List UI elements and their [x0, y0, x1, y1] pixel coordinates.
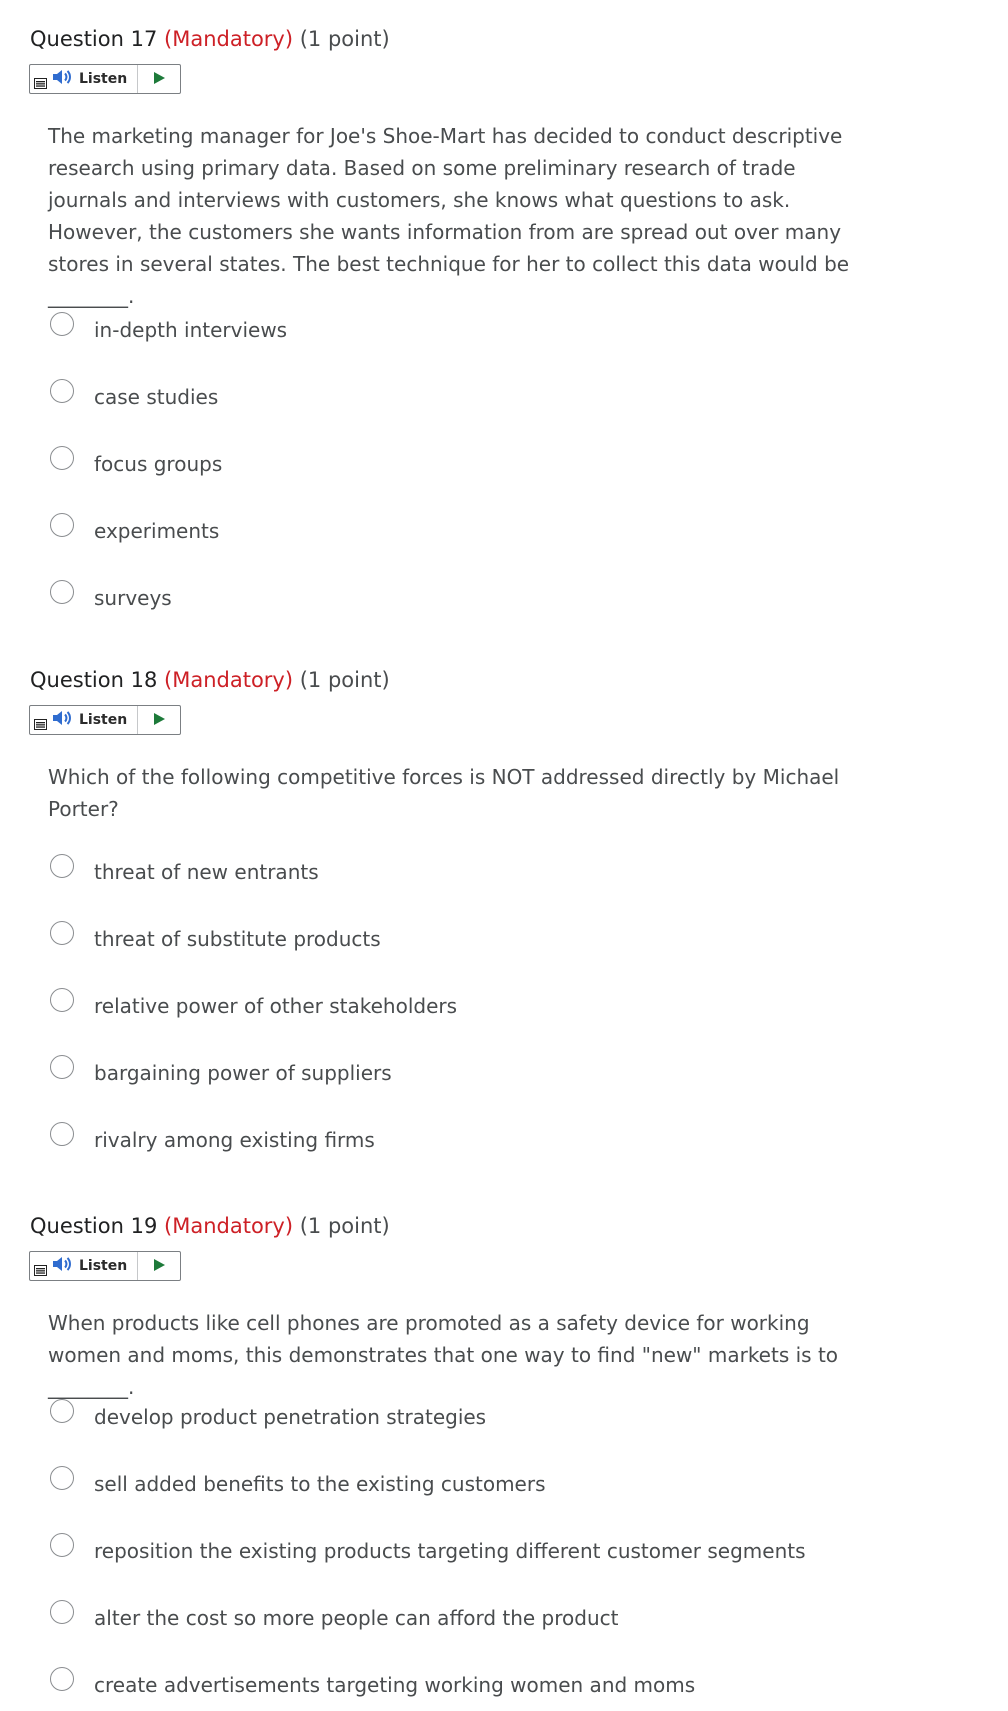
option-label: bargaining power of suppliers	[94, 1061, 392, 1085]
option-item[interactable]	[50, 1125, 375, 1155]
option-label: in-depth interviews	[94, 318, 288, 342]
option-label: develop product penetration strategies	[94, 1405, 487, 1429]
option-item[interactable]	[50, 857, 319, 887]
option-item[interactable]	[50, 924, 381, 954]
radio-button[interactable]	[50, 854, 74, 878]
option-label: case studies	[94, 385, 219, 409]
option-label: focus groups	[94, 452, 223, 476]
option-label: threat of new entrants	[94, 860, 319, 884]
speaker-icon	[52, 69, 74, 89]
listen-button[interactable]	[50, 65, 138, 93]
speaker-icon	[52, 1256, 74, 1276]
option-label: experiments	[94, 519, 220, 543]
radio-button[interactable]	[50, 1122, 74, 1146]
listen-button[interactable]	[50, 706, 138, 734]
radio-button[interactable]	[50, 1466, 74, 1490]
play-icon	[152, 1257, 166, 1276]
play-button[interactable]	[138, 1252, 180, 1280]
menu-icon[interactable]	[30, 706, 50, 734]
option-label: relative power of other stakeholders	[94, 994, 458, 1018]
option-item[interactable]	[50, 315, 287, 345]
option-item[interactable]	[50, 449, 222, 479]
question-header	[30, 1213, 390, 1239]
radio-button[interactable]	[50, 513, 74, 537]
radio-button[interactable]	[50, 1667, 74, 1691]
option-label: surveys	[94, 586, 172, 610]
play-button[interactable]	[138, 706, 180, 734]
points-label: (1 point)	[299, 1214, 390, 1238]
radio-button[interactable]	[50, 1055, 74, 1079]
readspeaker-toolbar	[29, 705, 181, 735]
radio-button[interactable]	[50, 312, 74, 336]
option-label: rivalry among existing firms	[94, 1128, 375, 1152]
option-label: alter the cost so more people can afford the product	[94, 1606, 619, 1630]
radio-button[interactable]	[50, 580, 74, 604]
option-label: sell added benefits to the existing customers	[94, 1472, 546, 1496]
option-item[interactable]	[50, 1670, 695, 1700]
mandatory-label: (Mandatory)	[164, 668, 294, 692]
menu-icon[interactable]	[30, 65, 50, 93]
question-header	[30, 26, 390, 52]
option-label: threat of substitute products	[94, 927, 381, 951]
question-text: Which of the following competitive forces is NOT addressed directly by Michael Porter?	[48, 765, 840, 821]
question-number: Question 17	[30, 27, 158, 51]
listen-label: Listen	[79, 1258, 128, 1274]
readspeaker-toolbar	[29, 1251, 181, 1281]
option-item[interactable]	[50, 1058, 392, 1088]
question-number: Question 18	[30, 668, 158, 692]
play-icon	[152, 711, 166, 730]
option-item[interactable]	[50, 1536, 806, 1566]
option-label: reposition the existing products targeting different customer segments	[94, 1539, 806, 1563]
points-label: (1 point)	[299, 668, 390, 692]
listen-label: Listen	[79, 71, 128, 87]
question-number: Question 19	[30, 1214, 158, 1238]
play-icon	[152, 70, 166, 89]
question-header	[30, 667, 390, 693]
menu-icon[interactable]	[30, 1252, 50, 1280]
option-item[interactable]	[50, 991, 457, 1021]
option-item[interactable]	[50, 1603, 618, 1633]
mandatory-label: (Mandatory)	[164, 27, 294, 51]
radio-button[interactable]	[50, 1600, 74, 1624]
option-item[interactable]	[50, 1469, 546, 1499]
listen-button[interactable]	[50, 1252, 138, 1280]
speaker-icon	[52, 710, 74, 730]
option-item[interactable]	[50, 382, 218, 412]
radio-button[interactable]	[50, 379, 74, 403]
option-label: create advertisements targeting working women and moms	[94, 1673, 696, 1697]
radio-button[interactable]	[50, 1533, 74, 1557]
option-item[interactable]	[50, 516, 219, 546]
radio-button[interactable]	[50, 1399, 74, 1423]
radio-button[interactable]	[50, 446, 74, 470]
question-text: When products like cell phones are promoted as a safety device for working women and moms, this demonstrates that one way to find "new" markets is to ________.	[48, 1311, 839, 1399]
option-item[interactable]	[50, 1402, 486, 1432]
mandatory-label: (Mandatory)	[164, 1214, 294, 1238]
radio-button[interactable]	[50, 921, 74, 945]
question-text: The marketing manager for Joe's Shoe-Mart has decided to conduct descriptive research using primary data. Based on some preliminary research of trade journals and interviews with customers, she knows what questions to ask. However, the customers she wants information from are spread out over many stores in several states. The best technique for her to collect this data would be ________.	[48, 124, 850, 308]
points-label: (1 point)	[299, 27, 390, 51]
option-item[interactable]	[50, 583, 172, 613]
listen-label: Listen	[79, 712, 128, 728]
radio-button[interactable]	[50, 988, 74, 1012]
play-button[interactable]	[138, 65, 180, 93]
readspeaker-toolbar	[29, 64, 181, 94]
